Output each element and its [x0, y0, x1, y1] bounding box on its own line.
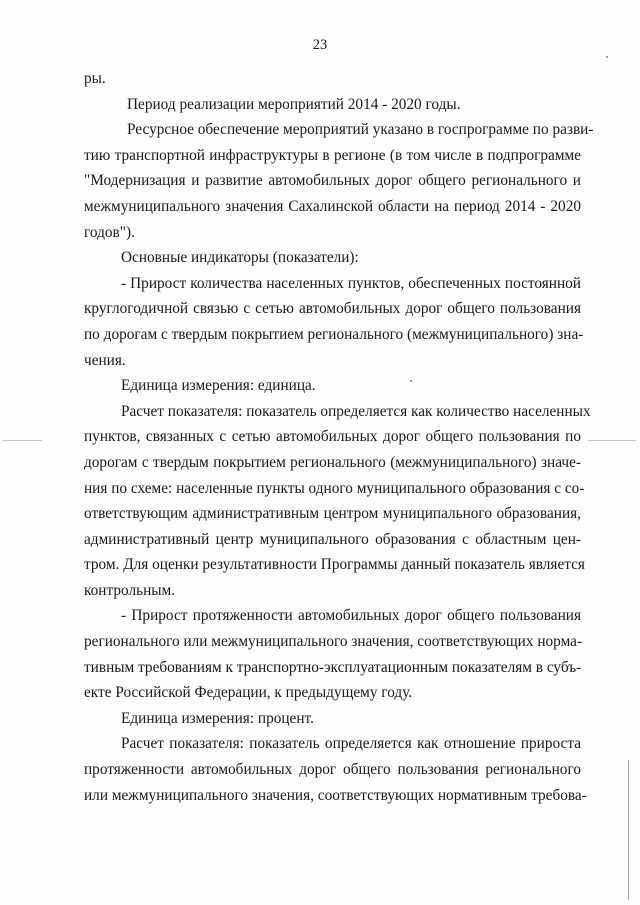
- scan-dot: [606, 56, 608, 58]
- scan-artifact-right: [588, 440, 636, 441]
- page-number: 23: [312, 37, 328, 53]
- text-line: ния по схеме: населенные пункты одного муниципального образования с со-: [84, 479, 585, 497]
- text-line: дорогам с твердым покрытием регионального (межмуниципального) значе-: [84, 453, 581, 471]
- text-line: чения.: [84, 351, 126, 369]
- text-line: протяженности автомобильных дорог общего пользования регионального: [84, 761, 581, 779]
- scan-dot: [410, 380, 412, 382]
- scan-artifact-edge: [628, 760, 629, 900]
- text-line: пунктов, связанных с сетью автомобильных дорог общего пользования по: [84, 428, 581, 446]
- text-line: межмуниципального значения Сахалинской области на период 2014 - 2020: [84, 197, 581, 215]
- text-line: Расчет показателя: показатель определяется как количество населенных: [121, 402, 591, 420]
- text-line: Расчет показателя: показатель определяется как отношение прироста: [121, 735, 581, 753]
- text-line: или межмуниципального значения, соответствующих нормативным требова-: [84, 786, 587, 804]
- text-line: ответствующим административным центром муниципального образования,: [84, 505, 581, 523]
- text-line: "Модернизация и развитие автомобильных дорог общего регионального и: [84, 172, 581, 190]
- text-line: тром. Для оценки результативности Программы данный показатель является: [84, 556, 585, 574]
- text-line: регионального или межмуниципального значения, соответствующих норма-: [84, 633, 583, 651]
- text-line: по дорогам с твердым покрытием регионального (межмуниципального) зна-: [84, 325, 584, 343]
- text-line: Период реализации мероприятий 2014 - 2020 годы.: [127, 95, 461, 113]
- text-line: Ресурсное обеспечение мероприятий указано в госпрограмме по разви-: [127, 121, 594, 139]
- text-line: административный центр муниципального образования с областным цен-: [84, 530, 581, 548]
- text-line: екте Российской Федерации, к предыдущему году.: [84, 684, 413, 702]
- text-line: годов").: [84, 223, 135, 241]
- body-text: [84, 66, 594, 808]
- text-line: контрольным.: [84, 581, 176, 599]
- scan-artifact-left: [2, 440, 42, 441]
- text-line: круглогодичной связью с сетью автомобильных дорог общего пользования: [84, 300, 581, 318]
- text-line: - Прирост протяженности автомобильных дорог общего пользования: [121, 607, 581, 625]
- text-line: Единица измерения: процент.: [121, 709, 314, 727]
- text-line: тию транспортной инфраструктуры в регионе (в том числе в подпрограмме: [84, 146, 581, 164]
- text-line: Единица измерения: единица.: [121, 377, 316, 395]
- text-line: Основные индикаторы (показатели):: [121, 249, 359, 267]
- text-line: тивным требованиям к транспортно-эксплуатационным показателям в субъ-: [84, 658, 582, 676]
- text-line: ры.: [84, 70, 106, 87]
- text-line: - Прирост количества населенных пунктов, обеспеченных постоянной: [121, 274, 581, 292]
